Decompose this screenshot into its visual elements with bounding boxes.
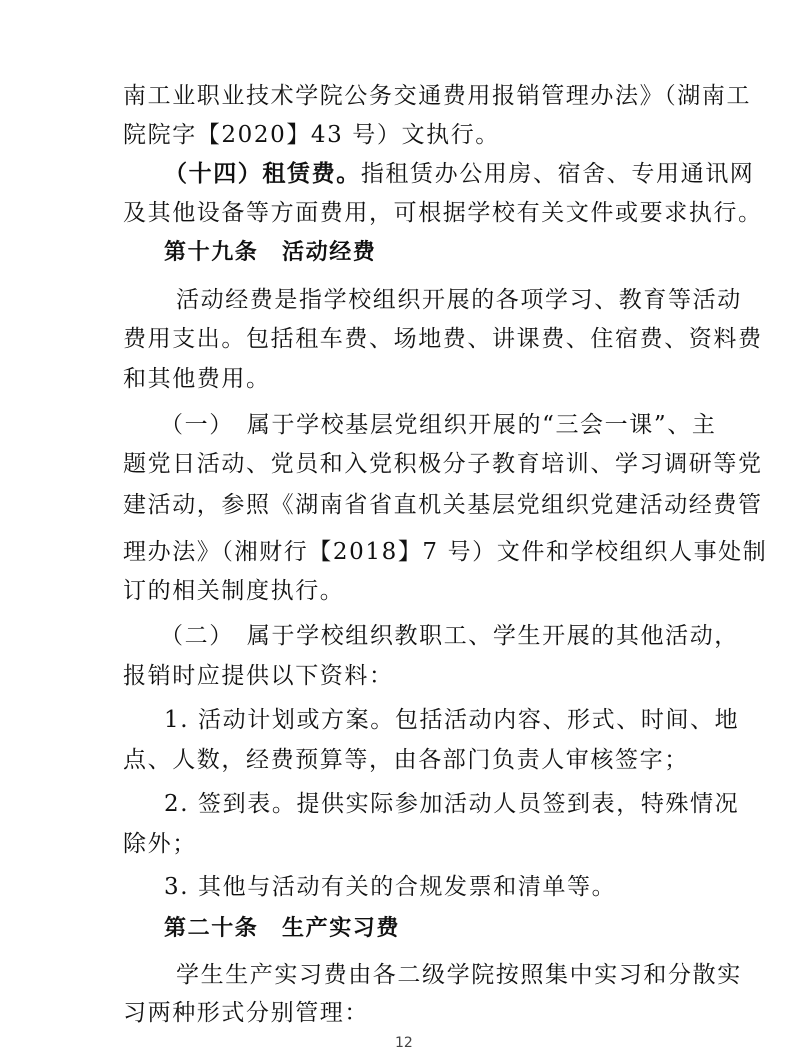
list-item: 2. 签到表。提供实际参加活动人员签到表，特殊情况 (164, 791, 740, 817)
text-line: 除外； (123, 831, 197, 857)
article-heading: 第十九条 活动经费 (164, 240, 377, 265)
list-item: 3. 其他与活动有关的合规发票和清单等。 (164, 874, 617, 900)
text-line: 学生生产实习费由各二级学院按照集中实习和分散实 (176, 962, 742, 988)
text-line: 订的相关制度执行。 (123, 578, 345, 604)
text-line: 指租赁办公用房、宿舍、专用通讯网 (360, 161, 755, 187)
text-line: 南工业职业技术学院公务交通费用报销管理办法》（湖南工 (123, 83, 752, 109)
text-line: 习两种形式分别管理： (123, 1000, 369, 1026)
text-line: 活动经费是指学校组织开展的各项学习、教育等活动 (176, 287, 742, 313)
article-heading: 第二十条 生产实习费 (164, 916, 401, 941)
text-line: （二） 属于学校组织教职工、学生开展的其他活动， (160, 623, 739, 649)
text-line: 及其他设备等方面费用，可根据学校有关文件或要求执行。 (123, 200, 763, 226)
page-number: 12 (395, 1035, 413, 1051)
text-line: 点、人数，经费预算等，由各部门负责人审核签字； (123, 747, 689, 773)
list-item: 1. 活动计划或方案。包括活动内容、形式、时间、地 (164, 707, 740, 733)
text-line: 建活动，参照《湖南省省直机关基层党组织党建活动经费管 (123, 492, 763, 518)
rent-paragraph (164, 159, 754, 189)
text-line: 报销时应提供以下资料： (123, 663, 394, 689)
text-line: （一） 属于学校基层党组织开展的“三会一课”、主 (160, 412, 717, 438)
text-line: 题党日活动、党员和入党积极分子教育培训、学习调研等党 (123, 451, 763, 477)
text-line: 和其他费用。 (123, 366, 271, 392)
text-line: 理办法》（湘财行【2018】7 号）文件和学校组织人事处制 (123, 539, 768, 565)
text-line: 院院字【2020】43 号）文执行。 (123, 122, 500, 148)
text-line: 费用支出。包括租车费、场地费、讲课费、住宿费、资料费 (123, 326, 763, 352)
rent-label: （十四）租赁费。 (164, 161, 361, 187)
